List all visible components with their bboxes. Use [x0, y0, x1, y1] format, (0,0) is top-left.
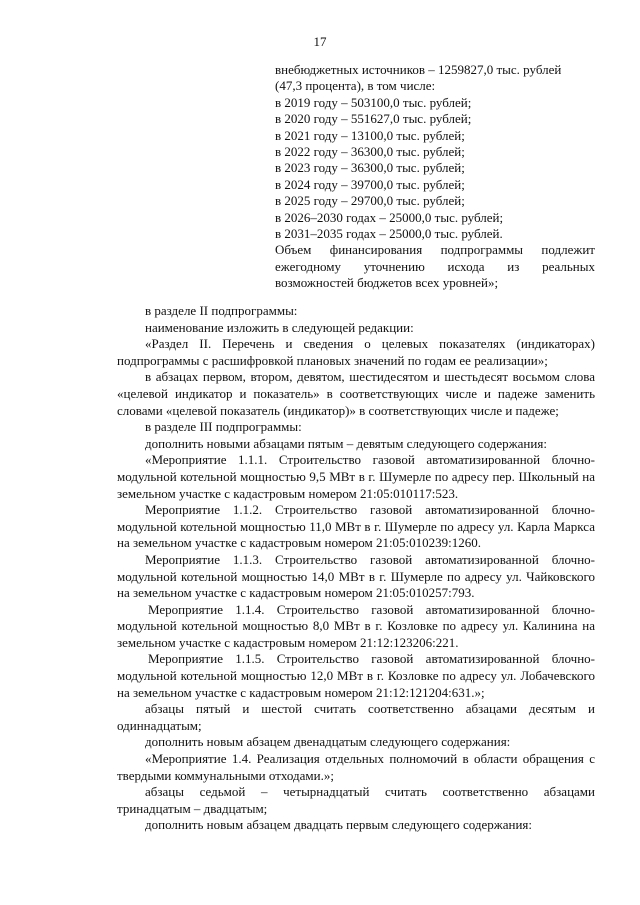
paragraph: Мероприятие 1.1.2. Строительство газовой автоматизированной блочно-модульной котельной мощностью 11,0 МВт в г. Шумерле по адресу ул. Карла Маркса на земельном участке с кадастровым номером 21:05:010239:1260. — [117, 502, 595, 551]
funding-line: в 2025 году – 29700,0 тыс. рублей; — [275, 193, 465, 209]
paragraph: Мероприятие 1.1.5. Строительство газовой автоматизированной блочно-модульной котельной мощностью 12,0 МВт в г. Козловке по адресу ул. Лобачевского на земельном участке с кадастровым номером 21:12:121204:631.»; — [117, 651, 595, 700]
paragraph: Мероприятие 1.1.4. Строительство газовой автоматизированной блочно-модульной котельной мощностью 8,0 МВт в г. Козловке по адресу ул. Калинина на земельном участке с кадастровым номером 21:12:123206:221. — [117, 601, 595, 650]
paragraph: абзацы седьмой – четырнадцатый считать соответственно абзацами тринадцатым – двадцатым; — [117, 784, 595, 816]
paragraph: дополнить новым абзацем двенадцатым следующего содержания: — [145, 734, 511, 750]
funding-line: в 2024 году – 39700,0 тыс. рублей; — [275, 176, 465, 192]
document-body — [117, 303, 595, 834]
paragraph: дополнить новым абзацем двадцать первым следующего содержания: — [145, 817, 533, 833]
funding-sources-block — [275, 62, 595, 292]
paragraph: «Мероприятие 1.4. Реализация отдельных полномочий в области обращения с твердыми коммунальными отходами.»; — [117, 751, 595, 783]
funding-line: в 2022 году – 36300,0 тыс. рублей; — [275, 144, 465, 160]
paragraph: Мероприятие 1.1.3. Строительство газовой автоматизированной блочно-модульной котельной мощностью 14,0 МВт в г. Шумерле по адресу ул. Чайковского на земельном участке с кадастровым номером 21:05:010257:793. — [117, 551, 595, 601]
funding-line: в 2021 году – 13100,0 тыс. рублей; — [275, 127, 465, 143]
paragraph: «Мероприятие 1.1.1. Строительство газовой автоматизированной блочно-модульной котельной мощностью 9,5 МВт в г. Шумерле по адресу пер. Школьный на земельном участке с кадастровым номером 21:05:010117:523. — [117, 452, 595, 501]
funding-closing-paragraph: Объем финансирования подпрограммы подлежит ежегодному уточнению исхода из реальных возможностей бюджетов всех уровней»; — [275, 242, 595, 291]
paragraph: «Раздел II. Перечень и сведения о целевых показателях (индикаторах) подпрограммы с расшифровкой плановых значений по годам ее реализации»; — [117, 336, 595, 368]
page-number: 17 — [313, 34, 327, 49]
funding-line: внебюджетных источников – 1259827,0 тыс. рублей — [275, 62, 562, 77]
funding-line: в 2019 году – 503100,0 тыс. рублей; — [275, 94, 472, 110]
paragraph: наименование изложить в следующей редакции: — [145, 319, 414, 335]
funding-line: в 2031–2035 годах – 25000,0 тыс. рублей. — [275, 226, 503, 242]
paragraph: дополнить новыми абзацами пятым – девятым следующего содержания: — [145, 435, 547, 451]
paragraph: в абзацах первом, втором, девятом, шестидесятом и шестьдесят восьмом слова «целевой индикатор и показатель» в соответствующих числе и падеже заменить словами «целевой показатель (индикатор)» в соответствующих числе и падеже; — [117, 369, 595, 418]
funding-line: в 2020 году – 551627,0 тыс. рублей; — [275, 111, 472, 127]
funding-line: (47,3 процента), в том числе: — [275, 78, 436, 94]
paragraph: в разделе II подпрограммы: — [145, 303, 298, 318]
paragraph: в разделе III подпрограммы: — [145, 419, 302, 435]
funding-line: в 2026–2030 годах – 25000,0 тыс. рублей; — [275, 209, 504, 225]
funding-line: в 2023 году – 36300,0 тыс. рублей; — [275, 160, 465, 176]
paragraph: абзацы пятый и шестой считать соответственно абзацами десятым и одиннадцатым; — [117, 701, 595, 733]
